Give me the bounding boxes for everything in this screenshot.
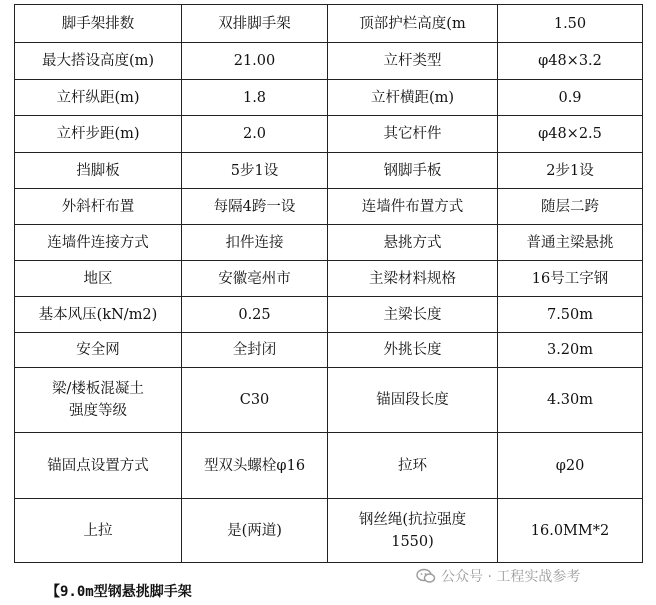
table-row bbox=[15, 433, 643, 499]
table-cell: 全封闭 bbox=[182, 333, 328, 368]
table-cell: 1.8 bbox=[182, 80, 328, 116]
table-cell: 脚手架排数 bbox=[15, 5, 182, 43]
table-row bbox=[15, 261, 643, 297]
table-cell: 立杆类型 bbox=[328, 43, 498, 80]
table-cell: 0.9 bbox=[498, 80, 643, 116]
table-cell: 最大搭设高度(m) bbox=[15, 43, 182, 80]
table-cell: 4.30m bbox=[498, 368, 643, 433]
table-cell: 锚固点设置方式 bbox=[15, 433, 182, 499]
table-cell: 立杆纵距(m) bbox=[15, 80, 182, 116]
table-row bbox=[15, 225, 643, 261]
table-cell: 钢脚手板 bbox=[328, 153, 498, 189]
table-row bbox=[15, 153, 643, 189]
table-cell bbox=[328, 499, 498, 563]
table-cell: 普通主梁悬挑 bbox=[498, 225, 643, 261]
table-cell: φ20 bbox=[498, 433, 643, 499]
table-row bbox=[15, 189, 643, 225]
wechat-icon bbox=[416, 568, 436, 584]
table-cell: 5步1设 bbox=[182, 153, 328, 189]
table-cell: 每隔4跨一设 bbox=[182, 189, 328, 225]
table-row bbox=[15, 5, 643, 43]
table-cell: 16号工字钢 bbox=[498, 261, 643, 297]
table-cell: 外挑长度 bbox=[328, 333, 498, 368]
watermark bbox=[416, 566, 580, 586]
table-cell: 挡脚板 bbox=[15, 153, 182, 189]
table-cell: φ48×3.2 bbox=[498, 43, 643, 80]
table-cell: C30 bbox=[182, 368, 328, 433]
section-caption: 【9.0m型钢悬挑脚手架 bbox=[46, 584, 192, 600]
table-cell: 2.0 bbox=[182, 116, 328, 153]
table-cell: 连墙件布置方式 bbox=[328, 189, 498, 225]
table-cell: 21.00 bbox=[182, 43, 328, 80]
table-row bbox=[15, 368, 643, 433]
table-cell: 悬挑方式 bbox=[328, 225, 498, 261]
table-cell: 基本风压(kN/m2) bbox=[15, 297, 182, 333]
table-cell: 安徽亳州市 bbox=[182, 261, 328, 297]
table-cell: 安全网 bbox=[15, 333, 182, 368]
table-cell: 1.50 bbox=[498, 5, 643, 43]
table-cell: 其它杆件 bbox=[328, 116, 498, 153]
table-cell: 立杆步距(m) bbox=[15, 116, 182, 153]
table-cell: 扣件连接 bbox=[182, 225, 328, 261]
scaffold-parameter-table bbox=[14, 4, 643, 563]
table-cell: 连墙件连接方式 bbox=[15, 225, 182, 261]
table-cell: 3.20m bbox=[498, 333, 643, 368]
table-cell: 主梁长度 bbox=[328, 297, 498, 333]
table-cell: 0.25 bbox=[182, 297, 328, 333]
table-cell: 上拉 bbox=[15, 499, 182, 563]
table-cell: 随层二跨 bbox=[498, 189, 643, 225]
cell-line: 梁/楼板混凝土 bbox=[52, 381, 144, 397]
table-cell: 型双头螺栓φ16 bbox=[182, 433, 328, 499]
table-cell: 2步1设 bbox=[498, 153, 643, 189]
cell-line: 1550) bbox=[391, 533, 434, 550]
table-cell: 地区 bbox=[15, 261, 182, 297]
table-cell: 顶部护栏高度(m bbox=[328, 5, 498, 43]
table-body bbox=[15, 5, 643, 563]
table-cell: 是(两道) bbox=[182, 499, 328, 563]
table-row bbox=[15, 116, 643, 153]
table-row bbox=[15, 499, 643, 563]
table-cell: 双排脚手架 bbox=[182, 5, 328, 43]
cell-line: 钢丝绳(抗拉强度 bbox=[358, 511, 467, 528]
table-cell: 拉环 bbox=[328, 433, 498, 499]
table-row bbox=[15, 297, 643, 333]
table-row bbox=[15, 43, 643, 80]
cell-line: 强度等级 bbox=[69, 403, 127, 419]
table-cell: 外斜杆布置 bbox=[15, 189, 182, 225]
table-cell: 7.50m bbox=[498, 297, 643, 333]
table-cell: 锚固段长度 bbox=[328, 368, 498, 433]
table-cell bbox=[15, 368, 182, 433]
table-cell: 立杆横距(m) bbox=[328, 80, 498, 116]
table-cell: 主梁材料规格 bbox=[328, 261, 498, 297]
table-cell: φ48×2.5 bbox=[498, 116, 643, 153]
table-row bbox=[15, 80, 643, 116]
table-row bbox=[15, 333, 643, 368]
watermark-text: 公众号 · 工程实战参考 bbox=[441, 569, 581, 585]
table-cell: 16.0MM*2 bbox=[498, 499, 643, 563]
